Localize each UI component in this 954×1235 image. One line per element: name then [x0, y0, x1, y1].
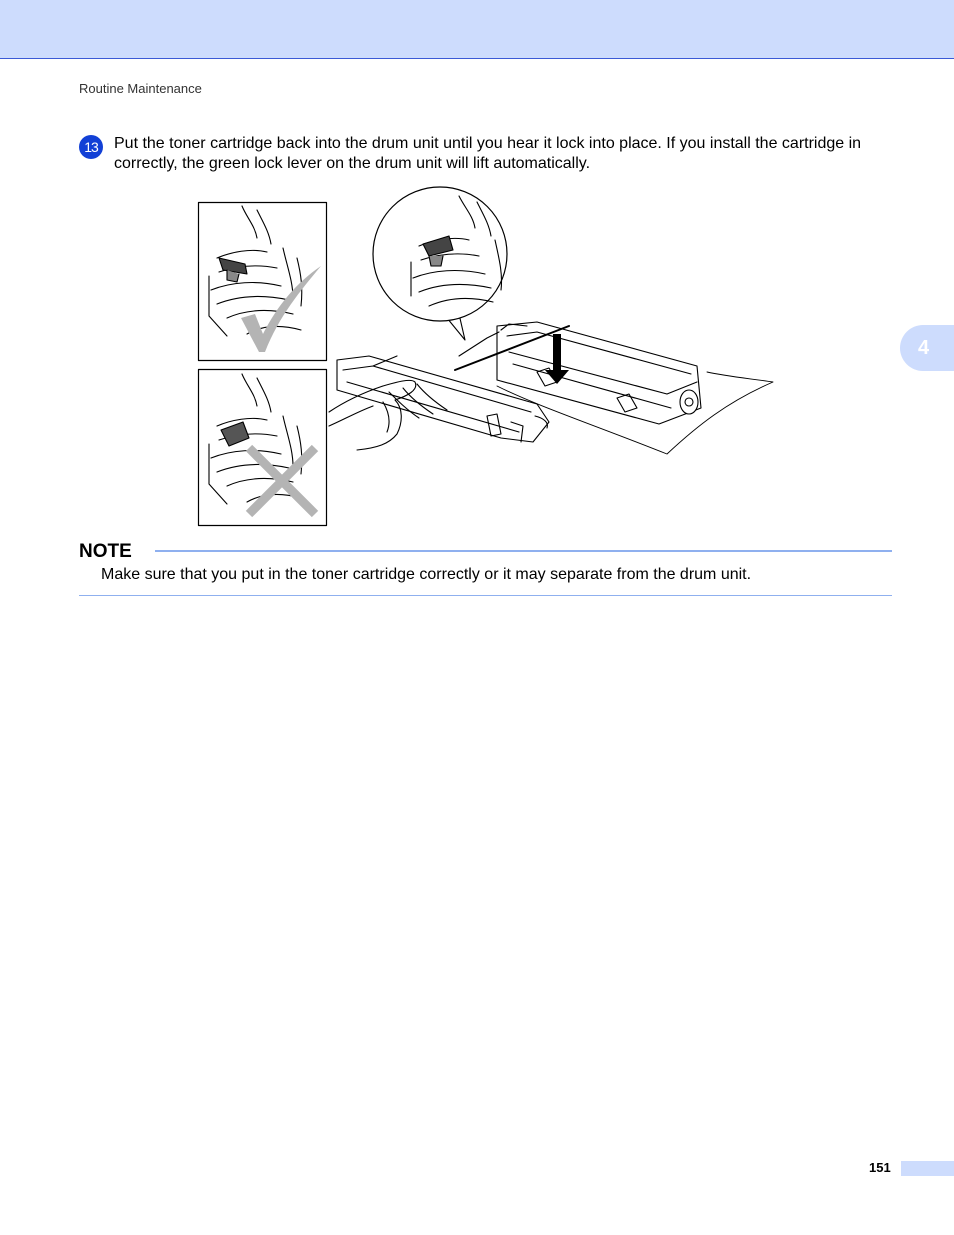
- chapter-tab[interactable]: 4: [900, 325, 954, 371]
- magnified-detail-callout: [373, 187, 507, 340]
- note-text: Make sure that you put in the toner cartridge correctly or it may separate from the drum unit.: [101, 566, 752, 583]
- note-heading: NOTE: [79, 541, 132, 562]
- toner-install-illustration: [197, 186, 777, 531]
- instruction-step: [79, 134, 894, 174]
- step-number-badge: 13: [79, 135, 103, 159]
- footer-page-bar: [901, 1161, 954, 1176]
- page-number: 151: [869, 1160, 891, 1175]
- note-bottom-rule: [79, 595, 892, 596]
- top-header-band: [0, 0, 954, 59]
- note-top-rule: [155, 550, 892, 552]
- running-header: Routine Maintenance: [79, 81, 202, 96]
- step-text: Put the toner cartridge back into the drum unit until you hear it lock into place. If you install the cartridge in correctly, the green lock lever on the drum unit will lift automatically.: [114, 135, 862, 172]
